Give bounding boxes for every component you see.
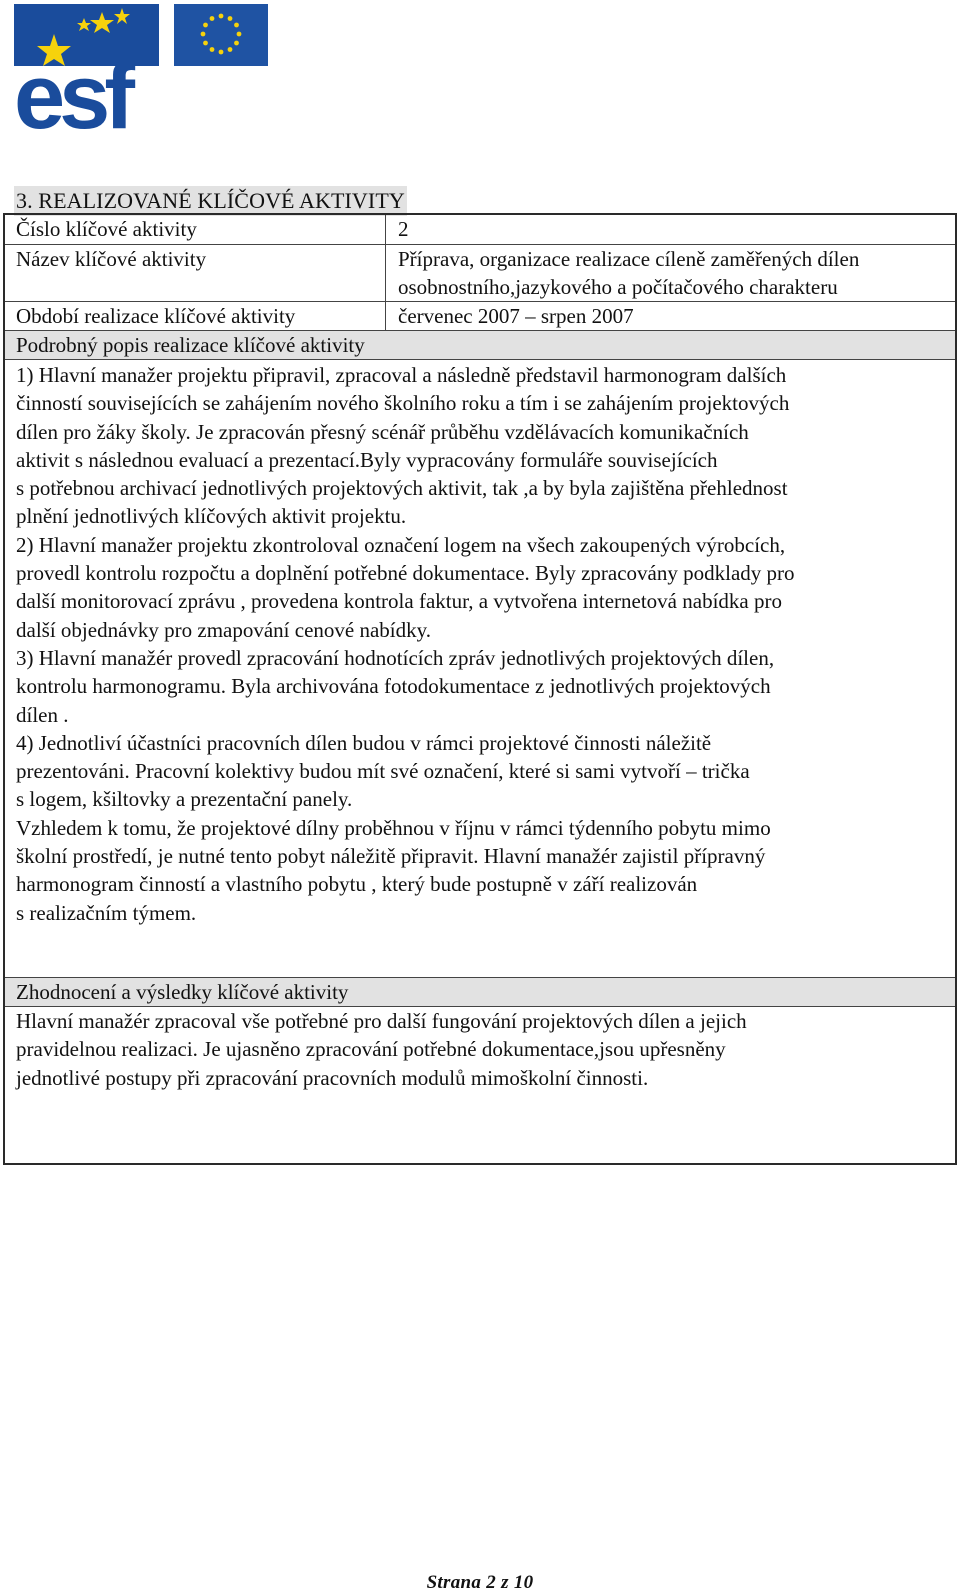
row-nazev bbox=[5, 245, 955, 302]
row-popis-header bbox=[5, 331, 955, 360]
zhodnoceni-label: Zhodnocení a výsledky klíčové aktivity bbox=[16, 980, 349, 1004]
row-cislo bbox=[5, 215, 955, 245]
eu-flag bbox=[174, 4, 268, 66]
row-obdobi bbox=[5, 302, 955, 331]
popis-text: 1) Hlavní manažer projektu připravil, zpracoval a následně představil harmonogram dalších činností souvisejících se zahájením nového školního roku a tím i se zahájením projektových dílen pro žáky školy. Je zpracován přesný scénář průběhu vzdělávacích komunikačních aktivit s následnou evaluací a prezentací.Byly vypracovány formuláře souvisejících s potřebnou archivací jednotlivých projektových aktivit, tak ,a by byla zajištěna přehlednost plnění jednotlivých klíčových aktivit projektu. 2) Hlavní manažer projektu zkontroloval označení logem na všech zakoupených výrobcích, provedl kontrolu rozpočtu a doplnění potřebné dokumentace. Byly zpracovány podklady pro další monitorovací zprávu , provedena kontrola faktur, a vytvořena internetová nabídka pro další objednávky pro zmapování cenové nabídky. 3) Hlavní manažér provedl zpracování hodnotících zpráv jednotlivých projektových dílen, kontrolu harmonogramu. Byla archivována fotodokumentace z jednotlivých projektových dílen . 4) Jednotliví účastníci pracovních dílen budou v rámci projektové činnosti náležitě prezentováni. Pracovní kolektivy budou mít své označení, které si sami vytvoří – trička s logem, kšiltovky a prezentační panely. Vzhledem k tomu, že projektové dílny proběhnou v říjnu v rámci týdenního pobytu mimo školní prostředí, je nutné tento pobyt náležitě připravit. Hlavní manažér zajistil přípravný harmonogram činností a vlastního pobytu , který bude postupně v září realizován s realizačním týmem. bbox=[16, 363, 795, 925]
esf-logo-text: esf bbox=[14, 46, 129, 134]
esf-logo-graphic bbox=[14, 4, 274, 134]
esf-eu-logo bbox=[14, 4, 274, 134]
obdobi-value: červenec 2007 – srpen 2007 bbox=[398, 304, 634, 328]
key-activity-table bbox=[3, 213, 957, 1165]
page-number: Strana 2 z 10 bbox=[426, 1572, 534, 1593]
section-heading: 3. REALIZOVANÉ KLÍČOVÉ AKTIVITY bbox=[14, 186, 407, 216]
cislo-label: Číslo klíčové aktivity bbox=[16, 217, 197, 241]
nazev-label: Název klíčové aktivity bbox=[16, 247, 207, 271]
obdobi-label: Období realizace klíčové aktivity bbox=[16, 304, 296, 328]
popis-label: Podrobný popis realizace klíčové aktivity bbox=[16, 333, 365, 357]
zhodnoceni-text: Hlavní manažér zpracoval vše potřebné pro další fungování projektových dílen a jejich pravidelnou realizaci. Je ujasněno zpracování potřebné dokumentace,jsou upřesněny jednotlivé postupy při zpracování pracovních modulů mimoškolní činnosti. bbox=[16, 1009, 747, 1090]
nazev-value: Příprava, organizace realizace cíleně zaměřených dílen osobnostního,jazykového a počítačového charakteru bbox=[398, 247, 860, 299]
row-zhodnoceni-header bbox=[5, 977, 955, 1007]
cislo-value: 2 bbox=[398, 217, 409, 241]
